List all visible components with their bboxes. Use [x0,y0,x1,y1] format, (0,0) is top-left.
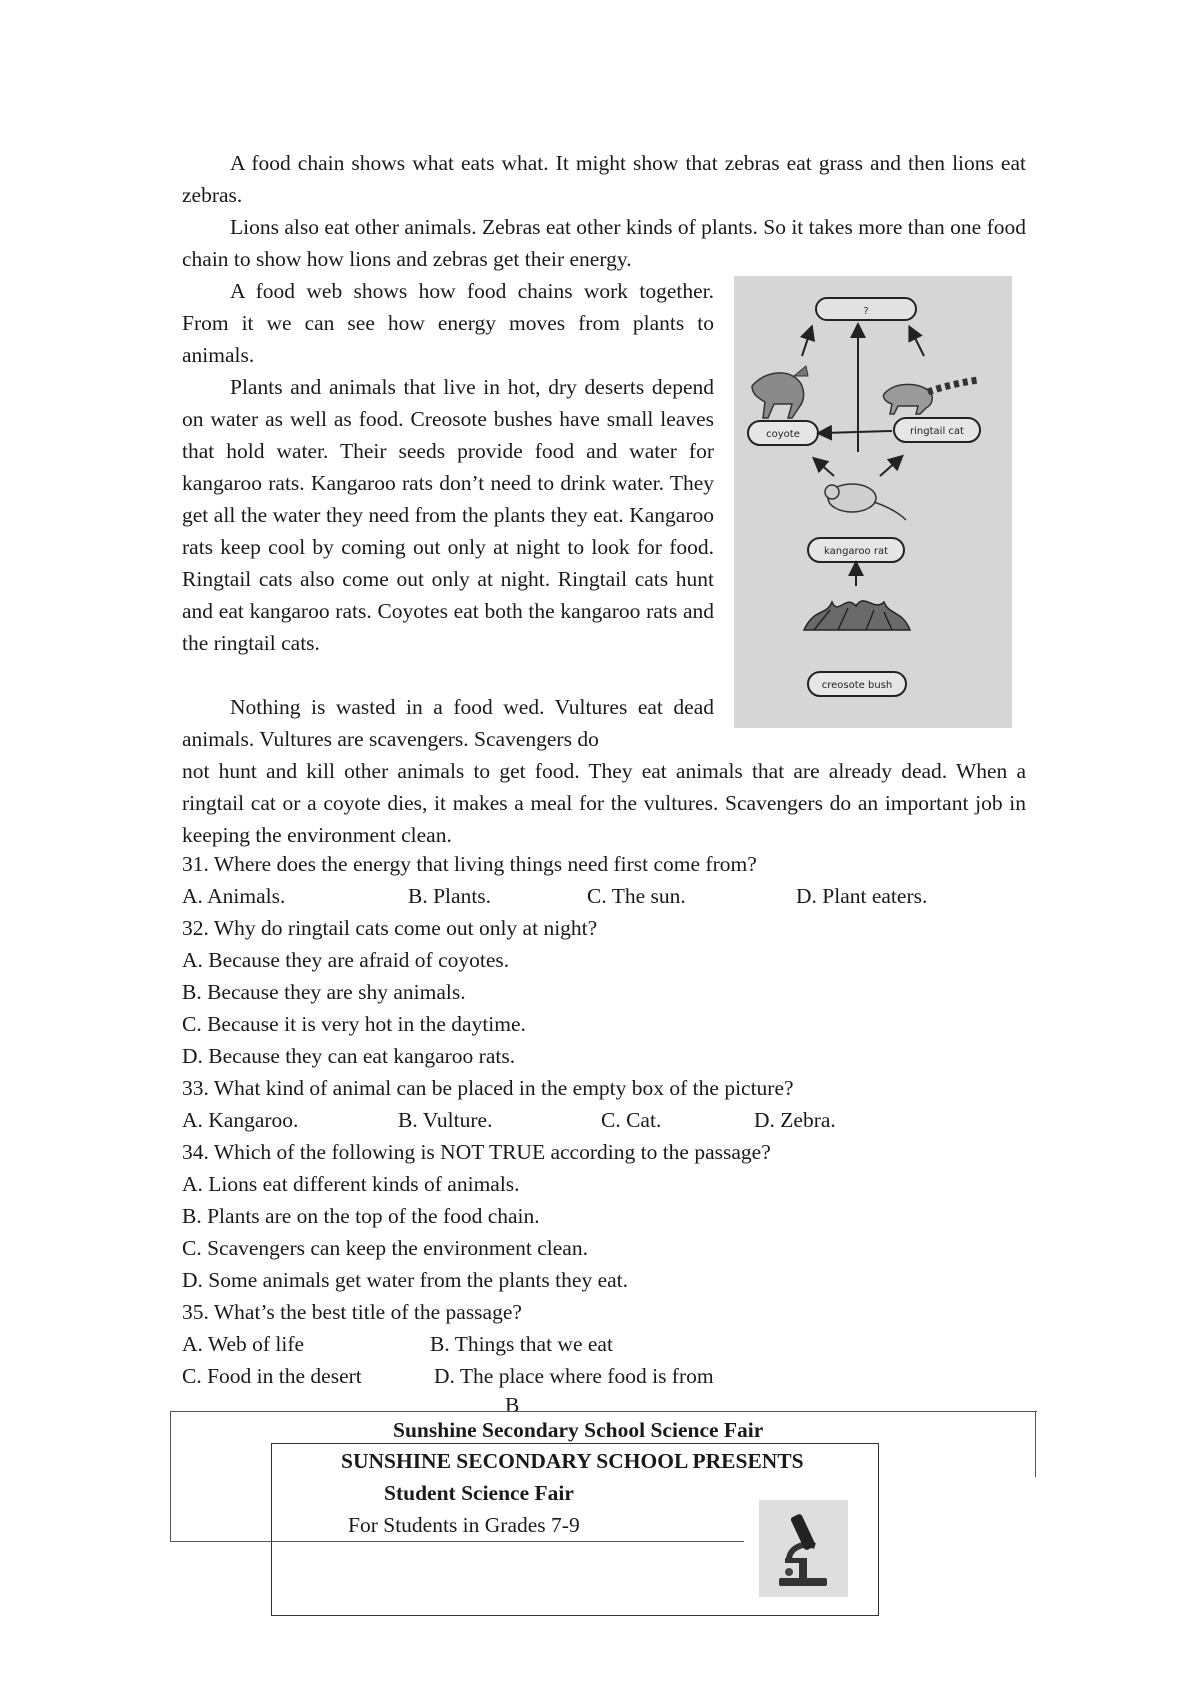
passage-paragraph-3: A food web shows how food chains work together. From it we can see how energy moves from plants to animals. [182,279,714,367]
q33-option-a: A. Kangaroo. [182,1108,299,1132]
q34-option-b: B. Plants are on the top of the food chain. [182,1204,540,1228]
question-34: 34. Which of the following is NOT TRUE according to the passage? [182,1140,771,1164]
q32-option-c: C. Because it is very hot in the daytime. [182,1012,526,1036]
question-31: 31. Where does the energy that living things need first come from? [182,852,757,876]
question-35: 35. What’s the best title of the passage? [182,1300,522,1324]
food-web-figure [734,276,1012,728]
science-fair-presents: SUNSHINE SECONDARY SCHOOL PRESENTS [341,1449,804,1473]
creosote-bush-label: creosote bush [821,680,893,691]
kangaroo-rat-icon [825,484,906,520]
q31-option-b: B. Plants. [408,884,492,908]
q34-option-a: A. Lions eat different kinds of animals. [182,1172,520,1196]
science-fair-heading: Sunshine Secondary School Science Fair [393,1418,764,1442]
q34-option-d: D. Some animals get water from the plants they eat. [182,1268,628,1292]
q32-option-d: D. Because they can eat kangaroo rats. [182,1044,516,1068]
q35-option-b: B. Things that we eat [430,1332,613,1356]
passage-paragraph-1: A food chain shows what eats what. It might show that zebras eat grass and then lions eat zebras. [182,151,1026,207]
q31-option-d: D. Plant eaters. [796,884,928,908]
science-fair-outer-frame-right [1035,1411,1036,1477]
q31-option-a: A. Animals. [182,884,286,908]
passage-paragraph-4: Plants and animals that live in hot, dry deserts depend on water as well as food. Creosote bushes have small leaves that hold water. Their seeds provide food and water for kangaroo rats. Kangaroo rats don’t need to drink water. They get all the water they need from the plants they eat. Kangaroo rats keep cool by coming out only at night to look for food. Ringtail cats also come out only at night. Ringtail cats hunt and eat kangaroo rats. Coyotes eat both the kangaroo rats and the ringtail cats. [182,375,714,655]
science-fair-title: Student Science Fair [384,1481,574,1505]
coyote-icon [752,366,808,418]
q32-option-b: B. Because they are shy animals. [182,980,466,1004]
coyote-label: coyote [766,429,800,440]
ringtail-cat-icon [883,380,978,414]
q34-option-c: C. Scavengers can keep the environment clean. [182,1236,588,1260]
passage-paragraph-5-end: not hunt and kill other animals to get food. They eat animals that are already dead. When a ringtail cat or a coyote dies, it makes a meal for the vultures. Scavengers do an important job in keeping the environment clean. [182,759,1026,847]
ringtail-cat-label: ringtail cat [910,426,964,437]
kangaroo-rat-label: kangaroo rat [823,546,889,557]
q33-option-b: B. Vulture. [398,1108,493,1132]
passage-paragraph-5-start: Nothing is wasted in a food wed. Vultures eat dead animals. Vultures are scavengers. Scavengers do [182,695,714,751]
q33-option-d: D. Zebra. [754,1108,836,1132]
food-web-diagram [734,276,1012,728]
section-b-label: B [505,1393,520,1417]
q31-option-c: C. The sun. [587,884,686,908]
q32-option-a: A. Because they are afraid of coyotes. [182,948,510,972]
microscope-icon [759,1500,848,1597]
science-fair-grades: For Students in Grades 7-9 [348,1513,580,1537]
q35-option-a: A. Web of life [182,1332,305,1356]
q35-option-d: D. The place where food is from [434,1364,714,1388]
passage-paragraph-2: Lions also eat other animals. Zebras eat other kinds of plants. So it takes more than one food chain to show how lions and zebras get their energy. [182,215,1026,271]
creosote-bush-icon [804,601,910,630]
q35-option-c: C. Food in the desert [182,1364,362,1388]
empty-box-label: ? [863,306,869,317]
question-32: 32. Why do ringtail cats come out only at night? [182,916,598,940]
question-33: 33. What kind of animal can be placed in the empty box of the picture? [182,1076,794,1100]
q33-option-c: C. Cat. [601,1108,662,1132]
